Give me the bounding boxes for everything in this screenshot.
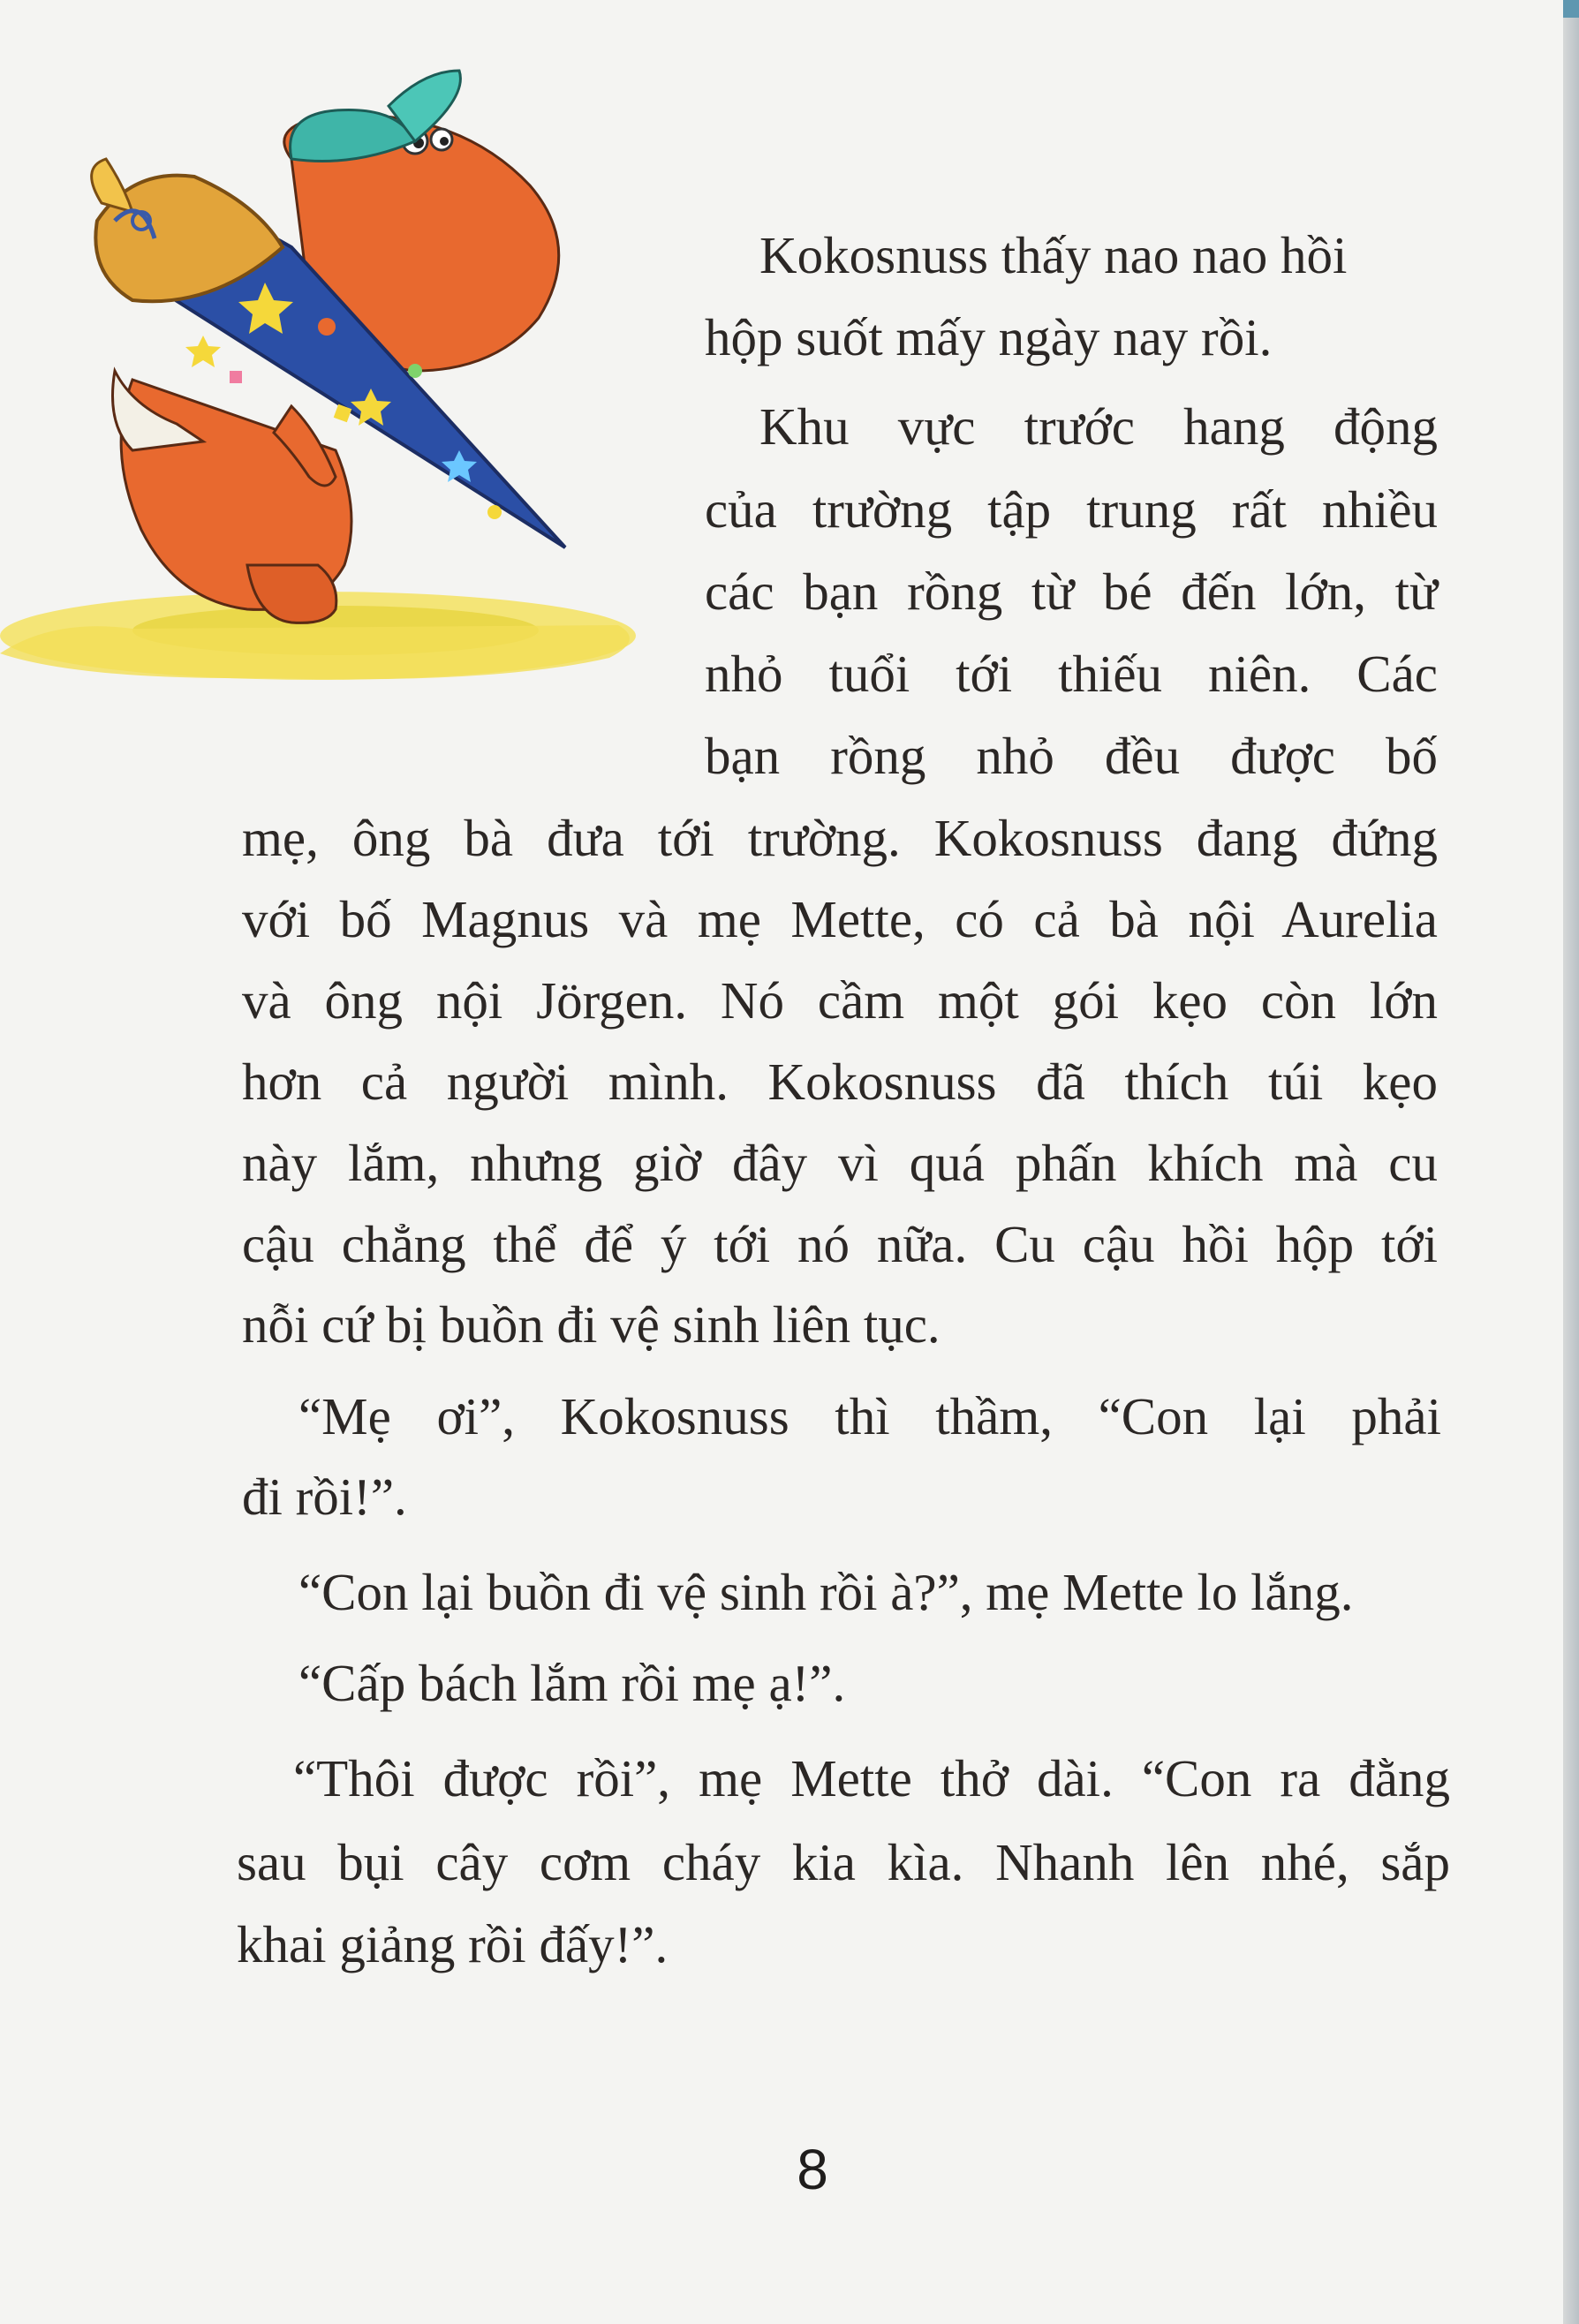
text-line: hơn cả người mình. Kokosnuss đã thích túi kẹo <box>242 1053 1438 1111</box>
text-line: hộp suốt mấy ngày nay rồi. <box>705 308 1273 366</box>
text-line: Khu vực trước hang động <box>759 397 1438 456</box>
text-line: cậu chẳng thể để ý tới nó nữa. Cu cậu hồi hộp tới <box>242 1215 1438 1273</box>
text-line: nhỏ tuổi tới thiếu niên. Các <box>705 645 1438 703</box>
text-line: Kokosnuss thấy nao nao hồi <box>759 226 1348 284</box>
text-line: nỗi cứ bị buồn đi vệ sinh liên tục. <box>242 1295 941 1354</box>
text-line: “Con lại buồn đi vệ sinh rồi à?”, mẹ Mette lo lắng. <box>298 1563 1354 1621</box>
text-line: với bố Magnus và mẹ Mette, có cả bà nội Aurelia <box>242 890 1438 948</box>
text-line: của trường tập trung rất nhiều <box>705 480 1438 539</box>
text-line: này lắm, nhưng giờ đây vì quá phấn khích mà cu <box>242 1134 1438 1192</box>
text-line: “Thôi được rồi”, mẹ Mette thở dài. “Con ra đằng <box>293 1749 1450 1807</box>
text-line: mẹ, ông bà đưa tới trường. Kokosnuss đang đứng <box>242 809 1438 867</box>
text-line: bạn rồng nhỏ đều được bố <box>705 727 1438 785</box>
text-line: đi rồi!”. <box>242 1468 407 1526</box>
text-line: các bạn rồng từ bé đến lớn, từ <box>705 562 1438 621</box>
text-line: sau bụi cây cơm cháy kia kìa. Nhanh lên nhé, sắp <box>237 1833 1450 1891</box>
text-line: “Cấp bách lắm rồi mẹ ạ!”. <box>298 1654 846 1712</box>
text-line: “Mẹ ơi”, Kokosnuss thì thầm, “Con lại phải <box>298 1387 1441 1445</box>
text-line: khai giảng rồi đấy!”. <box>237 1915 669 1973</box>
text-line: và ông nội Jörgen. Nó cầm một gói kẹo còn lớn <box>242 971 1438 1030</box>
page-number: 8 <box>797 2138 828 2201</box>
